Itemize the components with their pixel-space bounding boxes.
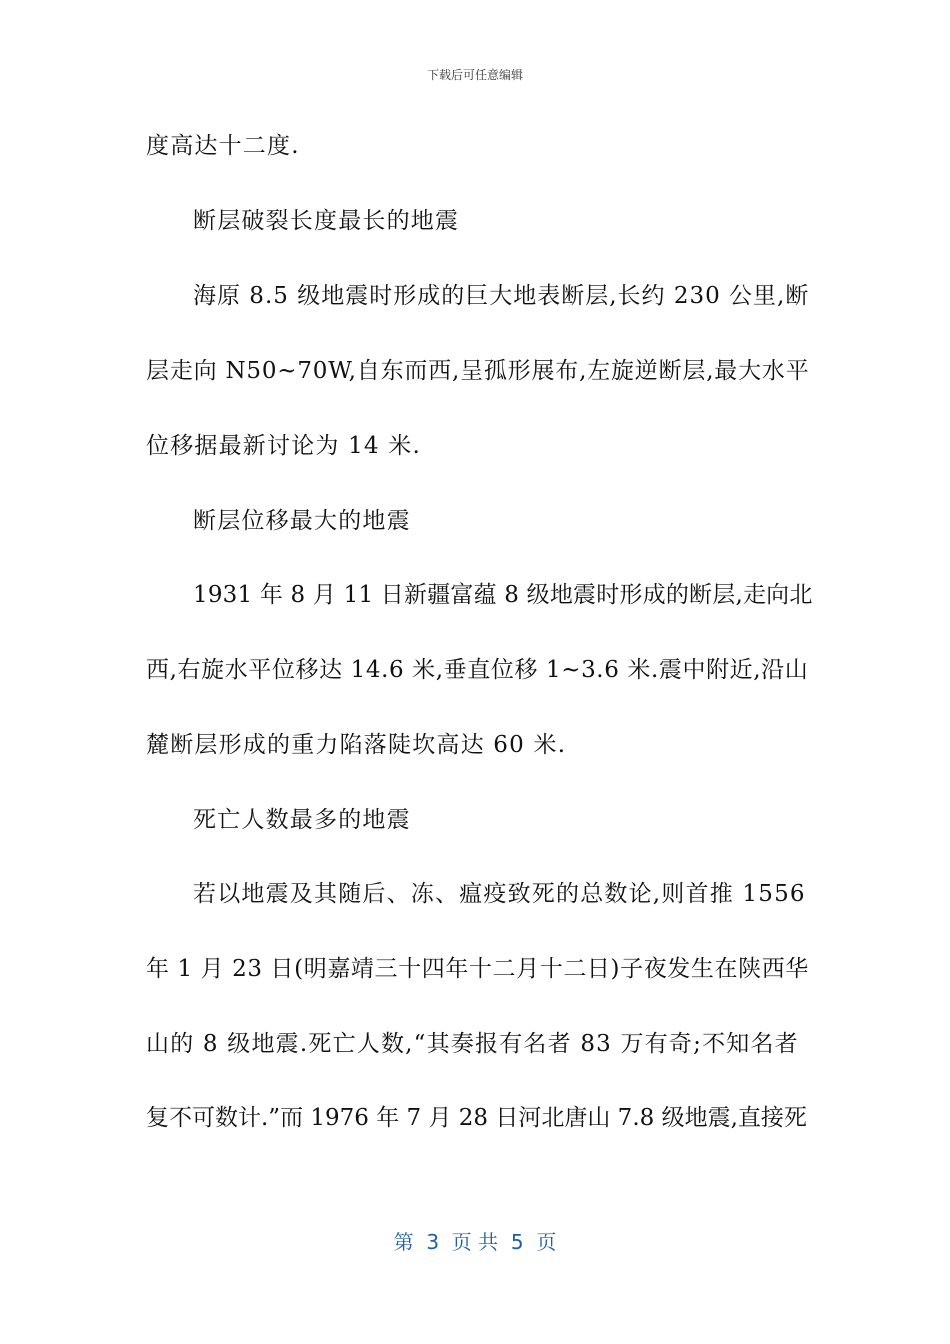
text-line: 西,右旋水平位移达 14.6 米,垂直位移 1~3.6 米.震中附近,沿山 [146,657,809,683]
text-line: 位移据最新讨论为 14 米. [146,433,421,459]
text-line: 层走向 N50~70W,自东而西,呈孤形展布,左旋逆断层,最大水平 [146,358,810,384]
page-header: 下载后可任意编辑 [426,68,523,82]
page-footer: 第 3 页 共 5 页 [393,1230,557,1254]
text-line: 复不可数计.”而 1976 年 7 月 28 日河北唐山 7.8 级地震,直接死 [146,1105,807,1131]
text-line: 度高达十二度. [146,133,300,159]
section-heading: 断层位移最大的地震 [193,508,411,534]
section-heading: 断层破裂长度最长的地震 [193,208,460,234]
text-line: 若以地震及其随后、冻、瘟疫致死的总数论,则首推 1556 [193,881,806,907]
text-line: 麓断层形成的重力陷落陡坎高达 60 米. [146,732,567,758]
section-heading: 死亡人数最多的地震 [193,807,411,833]
text-line: 1931 年 8 月 11 日新疆富蕴 8 级地震时形成的断层,走向北 [193,582,813,608]
text-line: 海原 8.5 级地震时形成的巨大地表断层,长约 230 公里,断 [193,283,810,309]
text-line: 山的 8 级地震.死亡人数,“其奏报有名者 83 万有奇;不知名者 [146,1031,799,1057]
text-line: 年 1 月 23 日(明嘉靖三十四年十二月十二日)子夜发生在陕西华 [146,956,809,982]
